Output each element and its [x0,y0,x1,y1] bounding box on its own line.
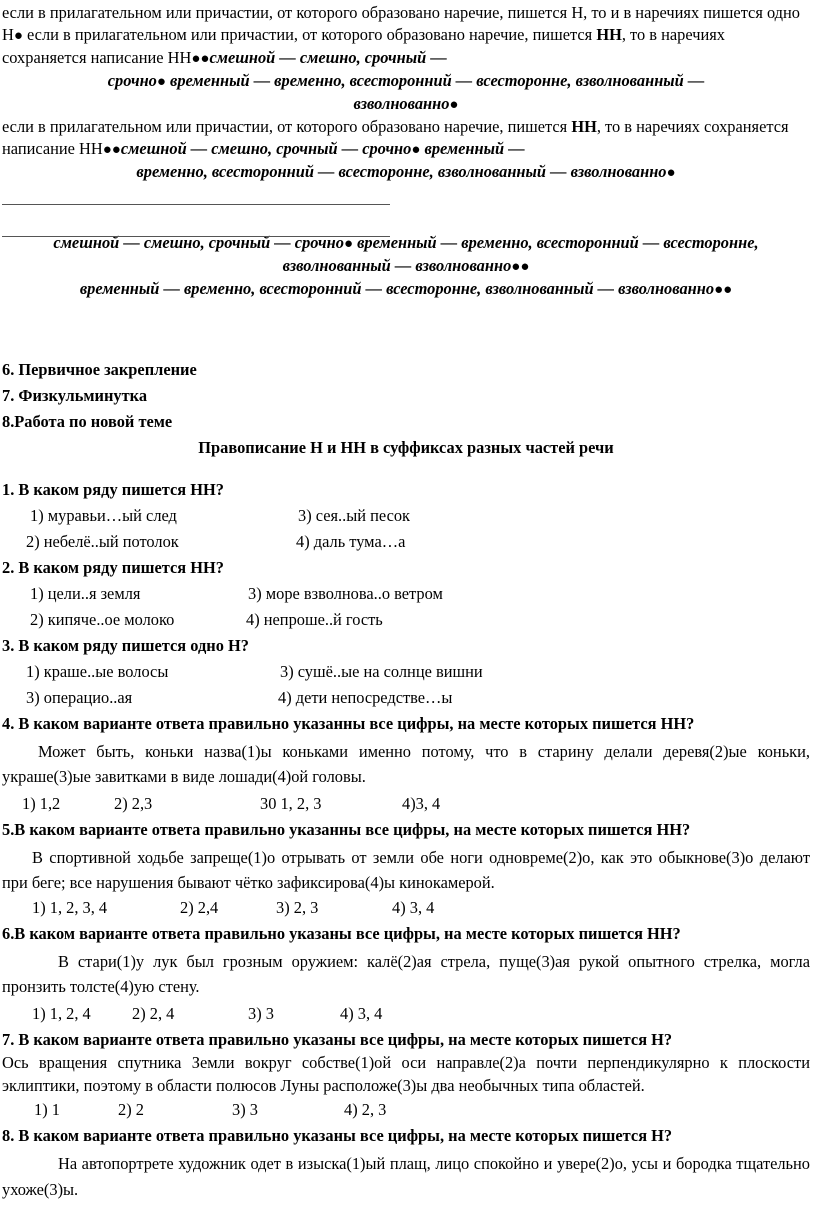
intro-text: , то в наречиях сохраняется написание НН [2,117,789,158]
option: 1) муравьи…ый след [30,506,177,525]
bullet-icon: ● [723,282,733,298]
nn-bold: НН [571,117,597,136]
question-1-options-row [2,531,810,553]
option: 4)3, 4 [402,794,441,813]
option: 4) 2, 3 [344,1100,387,1119]
option: 3) 3 [232,1100,258,1119]
examples-line [2,255,810,278]
option: 3) операцио..ая [26,688,133,707]
example-text: временный — временно, всесторонний — всесторонне, взволнованный — взволнованно [79,279,715,298]
question-4-title: 4. В каком варианте ответа правильно указанны все цифры, на месте которых пишется НН? [2,714,695,733]
bullet-icon: ● [411,142,421,158]
example-text: смешной — смешно, срочный — срочно [120,139,412,158]
question-7-title: 7. В каком варианте ответа правильно указаны все цифры, на месте которых пишется Н? [2,1030,673,1049]
intro-text: если в прилагательном или причастии, от которого образовано наречие, пишется Н, то и в наречиях пишется одно Н [2,3,800,44]
question-3-options-row [2,661,810,683]
question-6-text: В стари(1)у лук был грозным оружием: калё(2)ая стрела, пуще(3)ая рукой опытного стрелка, могла пронзить толсте(4)ую стену. [2,952,810,996]
section-8-heading: 8.Работа по новой теме [2,412,173,431]
example-text: временный — временно, всесторонний — всесторонне, [353,233,759,252]
option: 3) 3 [248,1004,274,1023]
intro-paragraph-2 [2,116,810,161]
option: 3) сушё..ые на солнце вишни [280,662,483,681]
option: 1) краше..ые волосы [26,662,169,681]
question-5-text: В спортивной ходьбе запреще(1)о отрывать от земли обе ноги одновреме(2)о, как это обыкнове(3)о делают при беге; все нарушения бывают чётко зафиксирова(4)ы кинокамерой. [2,848,810,892]
option: 1) 1,2 [22,794,61,813]
bullet-icon: ● [13,28,23,44]
question-7-text: Ось вращения спутника Земли вокруг собстве(1)ой оси направле(2)а почти перпендикулярно к плоскости эклиптики, поэтому в области полюсов Луны расположе(3)ы два необычных типа областей. [2,1053,810,1095]
bullet-icon: ● [156,74,166,90]
example-text: взволнованно [353,94,450,113]
example-text: временно, всесторонний — всесторонне, взволнованный — взволнованно [136,162,667,181]
option: 1) 1, 2, 4 [32,1004,91,1023]
bullet-icon: ● [511,259,521,275]
example-text: срочно [107,71,157,90]
bullet-icon: ● [200,51,210,67]
nn-bold: НН [596,25,622,44]
option: 2) небелё..ый потолок [26,532,179,551]
examples-line [2,278,810,301]
option: 2) 2,3 [114,794,153,813]
question-7-options-row [2,1099,810,1121]
question-8-text: На автопортрете художник одет в изыска(1)ый плащ, лицо спокойно и увере(2)о, усы и бородка тщательно ухоже(3)ы. [2,1154,810,1199]
option: 2) 2, 4 [132,1004,175,1023]
question-5-options-row [2,897,810,919]
bullet-icon: ● [666,165,676,181]
divider-line [2,204,390,205]
intro-examples-line [2,70,810,93]
option: 2) кипяче..ое молоко [30,610,175,629]
question-2-options-row [2,583,810,605]
intro-examples-line [2,93,810,116]
option: 3) море взволнова..о ветром [248,584,443,603]
question-5-title: 5.В каком варианте ответа правильно указанны все цифры, на месте которых пишется НН? [2,820,691,839]
bullet-icon: ● [102,142,112,158]
bullet-icon: ● [191,51,201,67]
option: 1) 1 [34,1100,60,1119]
example-text: взволнованный — взволнованно [282,256,512,275]
question-2-options-row [2,609,810,631]
option: 30 1, 2, 3 [260,794,322,813]
intro-text: если в прилагательном или причастии, от которого образовано наречие, пишется [2,117,572,136]
question-8-title: 8. В каком варианте ответа правильно указаны все цифры, на месте которых пишется Н? [2,1126,673,1145]
example-text: смешной — смешно, срочный — срочно [53,233,344,252]
question-1-title: 1. В каком ряду пишется НН? [2,480,224,499]
option: 1) цели..я земля [30,584,141,603]
option: 4) даль тума…а [296,532,406,551]
option: 4) дети непосредстве…ы [278,688,453,707]
bullet-icon: ● [111,142,121,158]
question-3-title: 3. В каком ряду пишется одно Н? [2,636,249,655]
question-4-text: Может быть, коньки назва(1)ы коньками именно потому, что в старину делали деревя(2)ые коньки, украше(3)ые завитками в виде лошади(4)ой головы. [2,742,810,786]
section-6-heading: 6. Первичное закрепление [2,360,197,379]
example-text: временный — [420,139,525,158]
bullet-icon: ● [449,97,459,113]
option: 2) 2 [118,1100,144,1119]
example-text: смешной — смешно, срочный — [209,48,447,67]
option: 4) непроше..й гость [246,610,383,629]
option: 3) сея..ый песок [298,506,411,525]
topic-title: Правописание Н и НН в суффиксах разных частей речи [198,438,614,457]
section-7-heading: 7. Физкульминутка [2,386,148,405]
option: 2) 2,4 [180,898,219,917]
option: 1) 1, 2, 3, 4 [32,898,108,917]
bullet-icon: ● [343,236,353,252]
intro-text: если в прилагательном или причастии, от которого образовано наречие, пишется [22,25,597,44]
intro-paragraph-1 [2,2,810,70]
question-4-options-row [2,793,810,815]
question-6-title: 6.В каком варианте ответа правильно указаны все цифры, на месте которых пишется НН? [2,924,681,943]
question-2-title: 2. В каком ряду пишется НН? [2,558,224,577]
example-text: временный — временно, всесторонний — всесторонне, взволнованный — [165,71,705,90]
question-3-options-row [2,687,810,709]
bullet-icon: ● [714,282,724,298]
intro-text: , то в наречиях сохраняется написание НН [2,25,725,67]
intro-examples-line [2,161,810,184]
option: 3) 2, 3 [276,898,319,917]
option: 4) 3, 4 [392,898,435,917]
divider-line [2,236,390,237]
question-1-options-row [2,505,810,527]
option: 4) 3, 4 [340,1004,383,1023]
question-6-options-row [2,1003,810,1025]
bullet-icon: ● [520,259,530,275]
